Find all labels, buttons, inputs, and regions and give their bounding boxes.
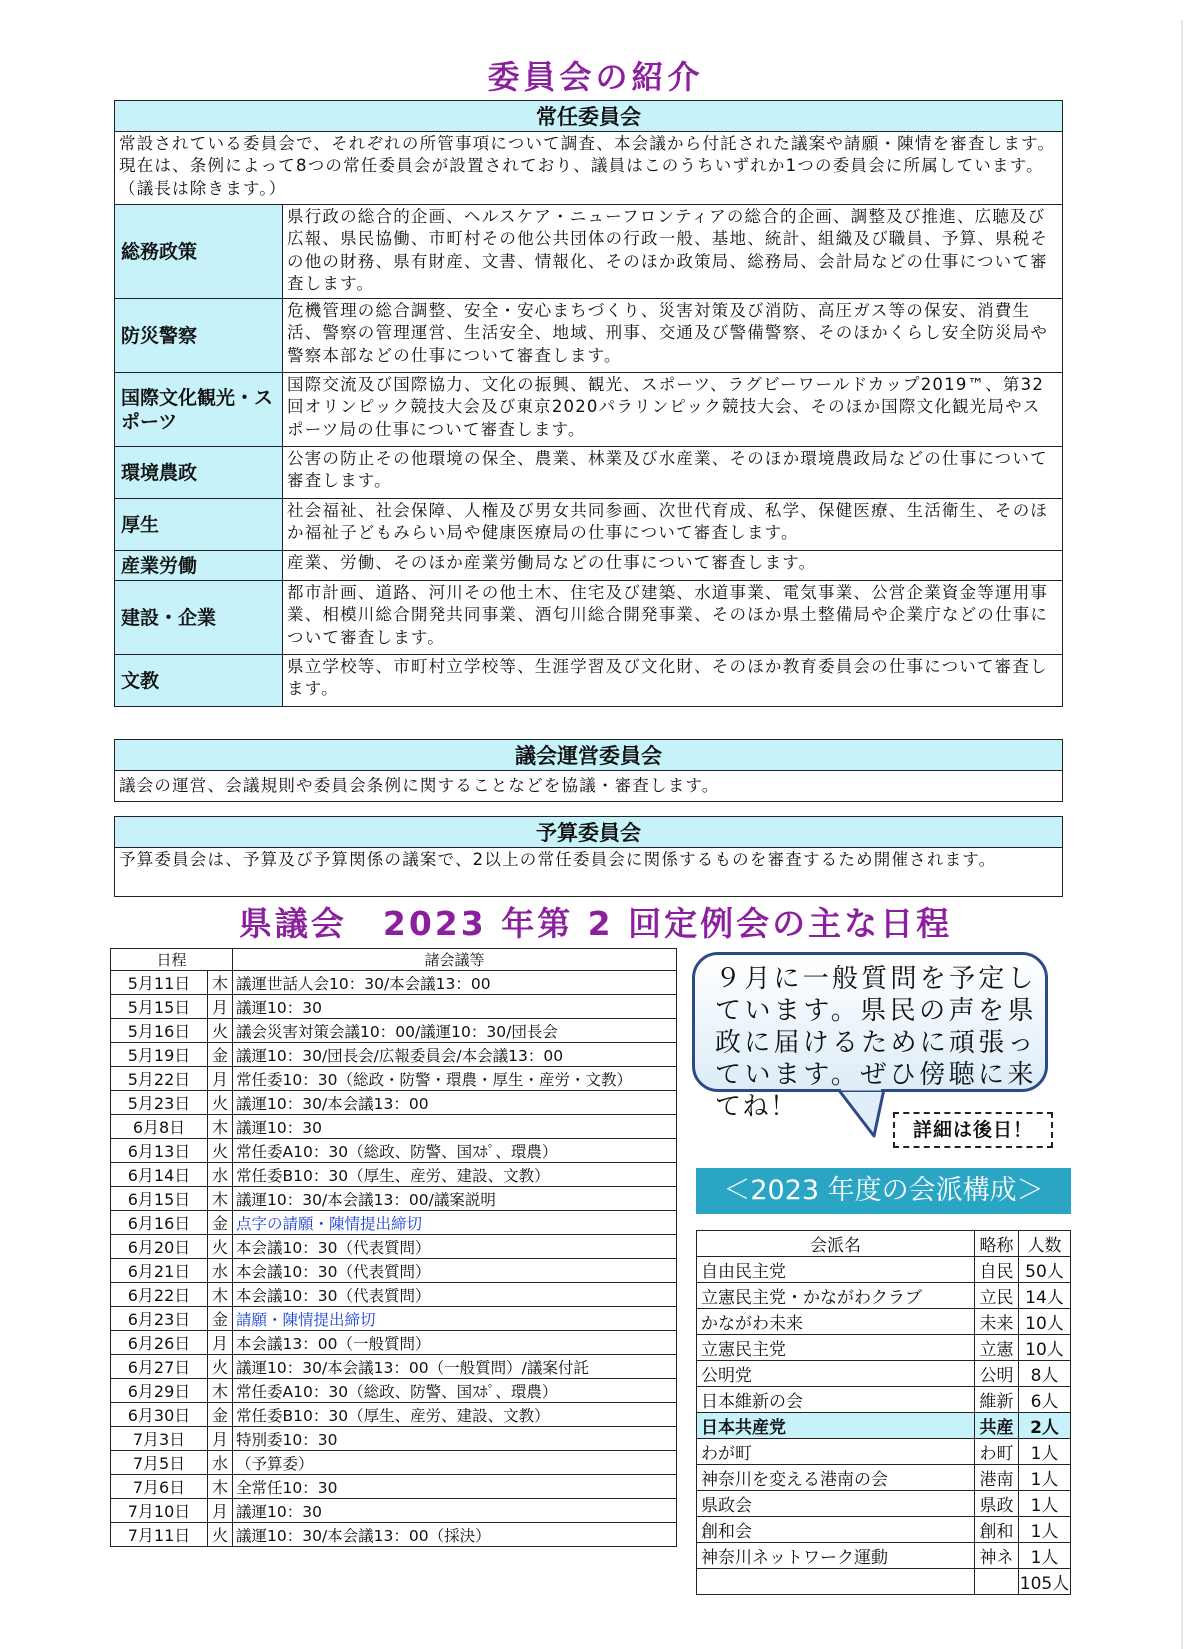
party-name: 立憲民主党・かながわクラブ [697,1283,975,1309]
schedule-event: 議運10：30/本会議13：00（一般質問）/議案付託 [233,1355,677,1379]
schedule-weekday: 水 [208,1451,233,1475]
committee-description: 県立学校等、市町村立学校等、生涯学習及び文化財、そのほか教育委員会の仕事について審査します。 [283,655,1063,707]
schedule-weekday: 木 [208,1379,233,1403]
party-name: わが町 [697,1439,975,1465]
schedule-event: 議運10：30/本会議13：00/議案説明 [233,1187,677,1211]
party-row [697,1387,1071,1413]
schedule-date: 6月26日 [111,1331,208,1355]
schedule-event: 議運10：30/本会議13：00（採決） [233,1523,677,1547]
schedule-table [110,948,677,1547]
committee-name: 文教 [115,655,283,707]
steering-committee-description: 議会の運営、会議規則や委員会条例に関することなどを協議・審査します。 [115,771,1063,802]
committee-row [115,447,1063,499]
schedule-date: 6月15日 [111,1187,208,1211]
party-abbr: わ町 [975,1439,1019,1465]
party-row [697,1543,1071,1569]
schedule-weekday: 木 [208,1115,233,1139]
schedule-date: 5月15日 [111,995,208,1019]
schedule-weekday: 火 [208,1355,233,1379]
schedule-event: 常任委B10：30（厚生、産労、建設、文教） [233,1163,677,1187]
schedule-date: 6月20日 [111,1235,208,1259]
schedule-event: 議運世話人会10：30/本会議13：00 [233,971,677,995]
schedule-row [111,1043,677,1067]
party-composition-title: ＜2023 年度の会派構成＞ [696,1168,1071,1214]
schedule-row [111,1115,677,1139]
party-count: 6人 [1019,1387,1071,1413]
schedule-weekday: 火 [208,1235,233,1259]
party-abbr: 共産 [975,1413,1019,1439]
party-abbr: 立憲 [975,1335,1019,1361]
schedule-date: 5月22日 [111,1067,208,1091]
party-count: 1人 [1019,1465,1071,1491]
schedule-row [111,1067,677,1091]
budget-committee-table [114,816,1063,897]
schedule-weekday: 月 [208,1499,233,1523]
party-abbr: 維新 [975,1387,1019,1413]
committee-row [115,205,1063,299]
party-count: 1人 [1019,1543,1071,1569]
party-total-blank [975,1569,1019,1595]
committee-name: 防災警察 [115,299,283,373]
party-name: かながわ未来 [697,1309,975,1335]
committee-row [115,551,1063,581]
schedule-title: 県議会 2023 年第 2 回定例会の主な日程 [238,904,953,943]
schedule-row [111,1259,677,1283]
committee-name: 総務政策 [115,205,283,299]
party-row [697,1309,1071,1335]
schedule-weekday: 木 [208,971,233,995]
schedule-weekday: 月 [208,1331,233,1355]
schedule-row [111,1307,677,1331]
committee-description: 社会福祉、社会保障、人権及び男女共同参画、次世代育成、私学、保健医療、生活衛生、そのほか福祉子どもみらい局や健康医療局の仕事について審査します。 [283,499,1063,551]
schedule-date: 7月10日 [111,1499,208,1523]
schedule-event: 本会議10：30（代表質問） [233,1283,677,1307]
schedule-row [111,995,677,1019]
committee-row [115,581,1063,655]
details-later-note: 詳細は後日！ [893,1112,1053,1148]
schedule-header-row [111,949,677,971]
schedule-date: 5月11日 [111,971,208,995]
schedule-weekday: 月 [208,1067,233,1091]
budget-committee-description: 予算委員会は、予算及び予算関係の議案で、2以上の常任委員会に関係するものを審査するため開催されます。 [115,848,1063,897]
party-count: 2人 [1019,1413,1071,1439]
schedule-weekday: 木 [208,1187,233,1211]
schedule-weekday: 水 [208,1259,233,1283]
schedule-row [111,1499,677,1523]
schedule-weekday: 金 [208,1307,233,1331]
schedule-weekday: 月 [208,995,233,1019]
party-row [697,1257,1071,1283]
party-total-row [697,1569,1071,1595]
party-row [697,1465,1071,1491]
schedule-date: 6月14日 [111,1163,208,1187]
party-row [697,1439,1071,1465]
page-title: 委員会の紹介 [487,58,704,96]
speech-bubble-text: ９月に一般質問を予定しています。県民の声を県政に届けるために頑張っています。ぜひ傍聴に来てね！ [692,952,1048,1092]
party-count: 10人 [1019,1309,1071,1335]
standing-committee-heading: 常任委員会 [115,101,1063,132]
schedule-date: 6月30日 [111,1403,208,1427]
party-row [697,1413,1071,1439]
schedule-weekday: 木 [208,1475,233,1499]
committee-description: 産業、労働、そのほか産業労働局などの仕事について審査します。 [283,551,1063,581]
party-table [696,1230,1071,1595]
committee-name: 建設・企業 [115,581,283,655]
party-row [697,1491,1071,1517]
committee-row [115,373,1063,447]
schedule-date: 6月23日 [111,1307,208,1331]
schedule-event: 議会災害対策会議10：00/議運10：30/団長会 [233,1019,677,1043]
schedule-date: 7月5日 [111,1451,208,1475]
schedule-weekday: 火 [208,1091,233,1115]
party-name: 公明党 [697,1361,975,1387]
schedule-row [111,1475,677,1499]
schedule-weekday: 水 [208,1163,233,1187]
schedule-row [111,1091,677,1115]
steering-committee-table [114,739,1063,802]
schedule-event: 議運10：30 [233,1499,677,1523]
committee-row [115,655,1063,707]
schedule-date: 7月6日 [111,1475,208,1499]
party-name: 県政会 [697,1491,975,1517]
schedule-event: 本会議10：30（代表質問） [233,1235,677,1259]
standing-committee-description: 常設されている委員会で、それぞれの所管事項について調査、本会議から付託された議案や請願・陳情を審査します。現在は、条例によって8つの常任委員会が設置されており、議員はこのうちいずれか1つの委員会に所属しています。（議長は除きます。） [115,132,1063,205]
schedule-weekday: 木 [208,1283,233,1307]
party-name-header: 会派名 [697,1231,975,1257]
party-count: 8人 [1019,1361,1071,1387]
schedule-row [111,1379,677,1403]
committee-name: 厚生 [115,499,283,551]
standing-committee-table [114,100,1063,707]
schedule-weekday: 金 [208,1211,233,1235]
schedule-row [111,1163,677,1187]
schedule-event: 議運10：30 [233,995,677,1019]
party-name: 神奈川ネットワーク運動 [697,1543,975,1569]
schedule-row [111,1355,677,1379]
schedule-date: 6月8日 [111,1115,208,1139]
schedule-row [111,1139,677,1163]
schedule-event: 全常任10：30 [233,1475,677,1499]
schedule-event: 特別委10：30 [233,1427,677,1451]
schedule-event: 議運10：30 [233,1115,677,1139]
schedule-event: 常任委A10：30（総政、防警、国ｽﾎﾟ、環農） [233,1379,677,1403]
party-name: 立憲民主党 [697,1335,975,1361]
schedule-weekday: 月 [208,1427,233,1451]
schedule-date: 7月3日 [111,1427,208,1451]
committee-description: 危機管理の総合調整、安全・安心まちづくり、災害対策及び消防、高圧ガス等の保安、消費生活、警察の管理運営、生活安全、地域、刑事、交通及び警備警察、そのほかくらし安全防災局や警察本部などの仕事について審査します。 [283,299,1063,373]
schedule-row [111,1235,677,1259]
schedule-event: 点字の請願・陳情提出締切 [233,1211,677,1235]
party-count: 14人 [1019,1283,1071,1309]
schedule-weekday: 火 [208,1139,233,1163]
schedule-row [111,971,677,995]
page-edge-line [1181,20,1183,1649]
party-abbr: 公明 [975,1361,1019,1387]
party-count: 1人 [1019,1491,1071,1517]
schedule-date: 6月29日 [111,1379,208,1403]
party-count-header: 人数 [1019,1231,1071,1257]
schedule-date: 5月19日 [111,1043,208,1067]
schedule-event-header: 諸会議等 [233,949,677,971]
committee-name: 国際文化観光・スポーツ [115,373,283,447]
schedule-row [111,1283,677,1307]
committee-name: 環境農政 [115,447,283,499]
schedule-date: 5月23日 [111,1091,208,1115]
schedule-date: 6月21日 [111,1259,208,1283]
party-count: 1人 [1019,1517,1071,1543]
schedule-row [111,1451,677,1475]
schedule-event: 常任委10：30（総政・防警・環農・厚生・産労・文教） [233,1067,677,1091]
committee-row [115,499,1063,551]
schedule-date: 6月13日 [111,1139,208,1163]
schedule-row [111,1523,677,1547]
party-row [697,1283,1071,1309]
party-abbr: 自民 [975,1257,1019,1283]
party-name: 神奈川を変える港南の会 [697,1465,975,1491]
party-abbr: 未来 [975,1309,1019,1335]
party-name: 日本維新の会 [697,1387,975,1413]
schedule-weekday: 金 [208,1043,233,1067]
schedule-event: 本会議10：30（代表質問） [233,1259,677,1283]
party-abbr-header: 略称 [975,1231,1019,1257]
committee-description: 都市計画、道路、河川その他土木、住宅及び建築、水道事業、電気事業、公営企業資金等運用事業、相模川総合開発共同事業、酒匂川総合開発事業、そのほか県土整備局や企業庁などの仕事について審査します。 [283,581,1063,655]
party-abbr: 神ネ [975,1543,1019,1569]
party-name: 自由民主党 [697,1257,975,1283]
schedule-event: 請願・陳情提出締切 [233,1307,677,1331]
party-abbr: 県政 [975,1491,1019,1517]
party-abbr: 立民 [975,1283,1019,1309]
party-total-count: 105人 [1019,1569,1071,1595]
schedule-date-header: 日程 [111,949,233,971]
schedule-row [111,1211,677,1235]
party-body [697,1257,1071,1569]
party-count: 10人 [1019,1335,1071,1361]
committee-description: 公害の防止その他環境の保全、農業、林業及び水産業、そのほか環境農政局などの仕事について審査します。 [283,447,1063,499]
schedule-row [111,1019,677,1043]
schedule-event: 議運10：30/本会議13：00 [233,1091,677,1115]
schedule-body [111,971,677,1547]
schedule-row [111,1331,677,1355]
party-header-row [697,1231,1071,1257]
schedule-row [111,1427,677,1451]
schedule-weekday: 金 [208,1403,233,1427]
schedule-event: 議運10：30/団長会/広報委員会/本会議13：00 [233,1043,677,1067]
schedule-event: 本会議13：00（一般質問） [233,1331,677,1355]
schedule-date: 5月16日 [111,1019,208,1043]
party-row [697,1517,1071,1543]
party-total-blank [697,1569,975,1595]
schedule-row [111,1403,677,1427]
budget-committee-heading: 予算委員会 [115,817,1063,848]
schedule-weekday: 火 [208,1019,233,1043]
party-name: 日本共産党 [697,1413,975,1439]
schedule-date: 6月27日 [111,1355,208,1379]
party-row [697,1335,1071,1361]
party-abbr: 港南 [975,1465,1019,1491]
party-count: 1人 [1019,1439,1071,1465]
party-row [697,1361,1071,1387]
party-abbr: 創和 [975,1517,1019,1543]
party-count: 50人 [1019,1257,1071,1283]
party-name: 創和会 [697,1517,975,1543]
committee-description: 国際交流及び国際協力、文化の振興、観光、スポーツ、ラグビーワールドカップ2019™、第32回オリンピック競技大会及び東京2020パラリンピック競技大会、そのほか国際文化観光局やスポーツ局の仕事について審査します。 [283,373,1063,447]
schedule-date: 7月11日 [111,1523,208,1547]
steering-committee-heading: 議会運営委員会 [115,740,1063,771]
schedule-event: （予算委） [233,1451,677,1475]
committee-row [115,299,1063,373]
schedule-weekday: 火 [208,1523,233,1547]
committee-name: 産業労働 [115,551,283,581]
schedule-event: 常任委B10：30（厚生、産労、建設、文教） [233,1403,677,1427]
schedule-date: 6月22日 [111,1283,208,1307]
schedule-event: 常任委A10：30（総政、防警、国ｽﾎﾟ、環農） [233,1139,677,1163]
schedule-row [111,1187,677,1211]
schedule-date: 6月16日 [111,1211,208,1235]
committee-description: 県行政の総合的企画、ヘルスケア・ニューフロンティアの総合的企画、調整及び推進、広聴及び広報、県民協働、市町村その他公共団体の行政一般、基地、統計、組織及び職員、予算、県税その他の財務、県有財産、文書、情報化、そのほか政策局、総務局、会計局などの仕事について審査します。 [283,205,1063,299]
